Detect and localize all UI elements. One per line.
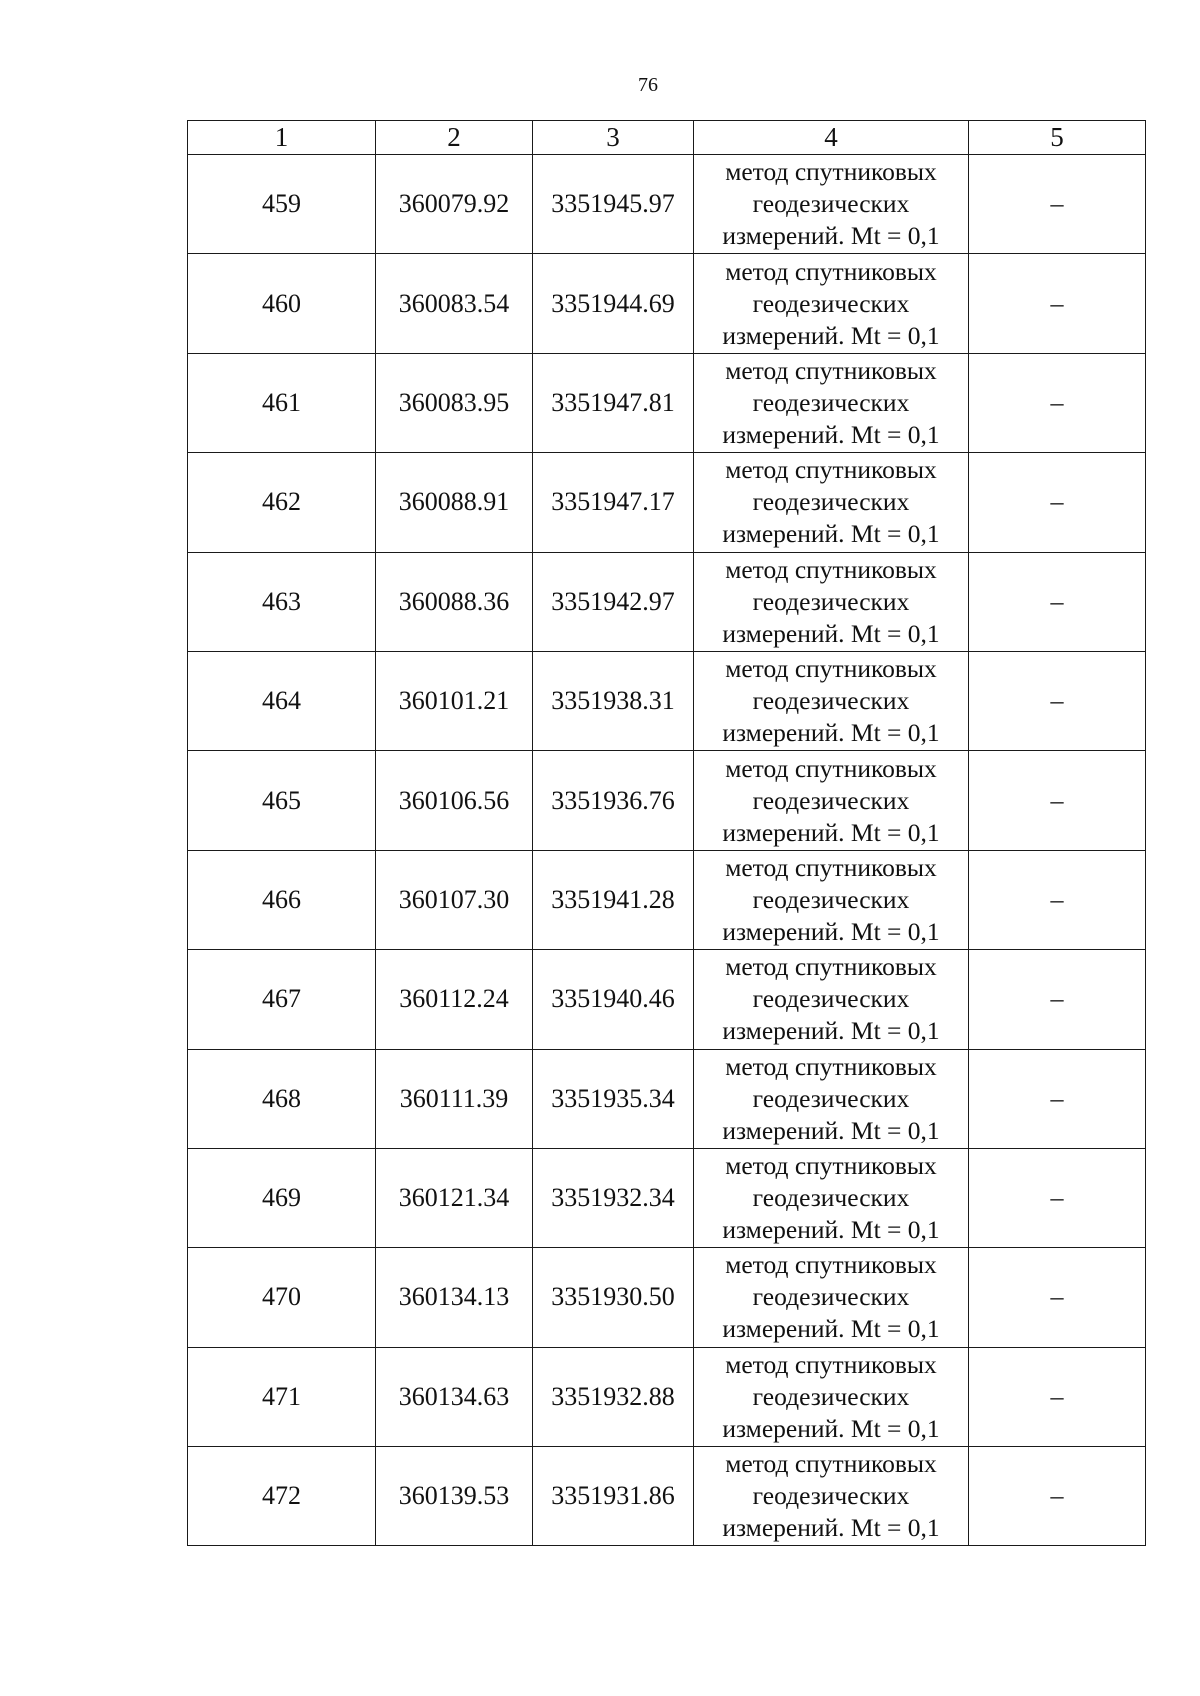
header-col-2: 2 <box>376 121 533 155</box>
point-number-cell: 465 <box>188 751 376 850</box>
method-cell <box>694 651 969 750</box>
table-row <box>188 1248 1146 1347</box>
x-coordinate-cell: 360107.30 <box>376 850 533 949</box>
note-cell: – <box>969 751 1146 850</box>
method-text-line: измерений. Mt = 0,1 <box>722 1413 940 1443</box>
y-coordinate-cell: 3351942.97 <box>533 552 694 651</box>
method-text-line: измерений. Mt = 0,1 <box>722 221 940 251</box>
header-row <box>188 121 1146 155</box>
x-coordinate-cell: 360121.34 <box>376 1148 533 1247</box>
note-cell: – <box>969 254 1146 353</box>
note-cell: – <box>969 353 1146 452</box>
note-cell: – <box>969 950 1146 1049</box>
method-text-line: метод спутниковых <box>725 157 937 187</box>
note-cell: – <box>969 651 1146 750</box>
y-coordinate-cell: 3351940.46 <box>533 950 694 1049</box>
header-col-3: 3 <box>533 121 694 155</box>
point-number-cell: 466 <box>188 850 376 949</box>
y-coordinate-cell: 3351941.28 <box>533 850 694 949</box>
y-coordinate-cell: 3351932.34 <box>533 1148 694 1247</box>
x-coordinate-cell: 360101.21 <box>376 651 533 750</box>
x-coordinate-cell: 360112.24 <box>376 950 533 1049</box>
x-coordinate-cell: 360088.91 <box>376 453 533 552</box>
method-text-line: измерений. Mt = 0,1 <box>722 1314 940 1344</box>
note-cell: – <box>969 155 1146 254</box>
method-cell <box>694 950 969 1049</box>
y-coordinate-cell: 3351947.17 <box>533 453 694 552</box>
method-cell <box>694 1248 969 1347</box>
point-number-cell: 468 <box>188 1049 376 1148</box>
method-cell <box>694 254 969 353</box>
method-text-line: метод спутниковых <box>725 455 937 485</box>
x-coordinate-cell: 360079.92 <box>376 155 533 254</box>
method-text-line: измерений. Mt = 0,1 <box>722 718 940 748</box>
note-cell: – <box>969 552 1146 651</box>
note-cell: – <box>969 1148 1146 1247</box>
point-number-cell: 462 <box>188 453 376 552</box>
point-number-cell: 463 <box>188 552 376 651</box>
table-row <box>188 1447 1146 1546</box>
note-cell: – <box>969 453 1146 552</box>
method-text-line: геодезических <box>752 884 910 914</box>
method-text-line: измерений. Mt = 0,1 <box>722 817 940 847</box>
page-number: 76 <box>638 74 658 96</box>
method-text-line: измерений. Mt = 0,1 <box>722 1016 940 1046</box>
method-text-line: геодезических <box>752 785 910 815</box>
coordinates-table-container <box>187 120 1145 1546</box>
y-coordinate-cell: 3351944.69 <box>533 254 694 353</box>
x-coordinate-cell: 360134.63 <box>376 1347 533 1446</box>
method-text-line: метод спутниковых <box>725 256 937 286</box>
table-row <box>188 850 1146 949</box>
method-text-line: геодезических <box>752 1481 910 1511</box>
method-text-line: геодезических <box>752 1381 910 1411</box>
method-cell <box>694 353 969 452</box>
method-text-line: геодезических <box>752 487 910 517</box>
note-cell: – <box>969 1248 1146 1347</box>
method-cell <box>694 155 969 254</box>
point-number-cell: 472 <box>188 1447 376 1546</box>
table-row <box>188 155 1146 254</box>
method-text-line: геодезических <box>752 686 910 716</box>
coordinates-table <box>187 120 1146 1546</box>
point-number-cell: 471 <box>188 1347 376 1446</box>
method-cell <box>694 850 969 949</box>
method-text-line: измерений. Mt = 0,1 <box>722 419 940 449</box>
method-text-line: метод спутниковых <box>725 355 937 385</box>
method-text-line: геодезических <box>752 1083 910 1113</box>
method-text-line: измерений. Mt = 0,1 <box>722 1215 940 1245</box>
header-col-4: 4 <box>694 121 969 155</box>
table-row <box>188 1347 1146 1446</box>
point-number-cell: 469 <box>188 1148 376 1247</box>
y-coordinate-cell: 3351931.86 <box>533 1447 694 1546</box>
point-number-cell: 470 <box>188 1248 376 1347</box>
note-cell: – <box>969 1347 1146 1446</box>
method-text-line: геодезических <box>752 1183 910 1213</box>
x-coordinate-cell: 360139.53 <box>376 1447 533 1546</box>
method-text-line: измерений. Mt = 0,1 <box>722 320 940 350</box>
table-row <box>188 751 1146 850</box>
point-number-cell: 459 <box>188 155 376 254</box>
method-text-line: измерений. Mt = 0,1 <box>722 618 940 648</box>
method-text-line: метод спутниковых <box>725 1349 937 1379</box>
method-text-line: метод спутниковых <box>725 1151 937 1181</box>
y-coordinate-cell: 3351935.34 <box>533 1049 694 1148</box>
method-cell <box>694 1049 969 1148</box>
method-text-line: геодезических <box>752 387 910 417</box>
method-cell <box>694 453 969 552</box>
method-text-line: измерений. Mt = 0,1 <box>722 1513 940 1543</box>
table-row <box>188 254 1146 353</box>
method-text-line: измерений. Mt = 0,1 <box>722 916 940 946</box>
method-cell <box>694 1148 969 1247</box>
method-text-line: метод спутниковых <box>725 1250 937 1280</box>
table-row <box>188 1148 1146 1247</box>
note-cell: – <box>969 1049 1146 1148</box>
note-cell: – <box>969 1447 1146 1546</box>
method-text-line: метод спутниковых <box>725 554 937 584</box>
method-text-line: метод спутниковых <box>725 753 937 783</box>
x-coordinate-cell: 360088.36 <box>376 552 533 651</box>
method-text-line: метод спутниковых <box>725 1051 937 1081</box>
y-coordinate-cell: 3351930.50 <box>533 1248 694 1347</box>
x-coordinate-cell: 360106.56 <box>376 751 533 850</box>
table-row <box>188 651 1146 750</box>
y-coordinate-cell: 3351932.88 <box>533 1347 694 1446</box>
method-text-line: измерений. Mt = 0,1 <box>722 519 940 549</box>
method-text-line: геодезических <box>752 586 910 616</box>
note-cell: – <box>969 850 1146 949</box>
table-row <box>188 950 1146 1049</box>
table-row <box>188 552 1146 651</box>
point-number-cell: 461 <box>188 353 376 452</box>
method-text-line: геодезических <box>752 189 910 219</box>
point-number-cell: 464 <box>188 651 376 750</box>
table-row <box>188 453 1146 552</box>
x-coordinate-cell: 360083.95 <box>376 353 533 452</box>
method-text-line: геодезических <box>752 984 910 1014</box>
method-text-line: геодезических <box>752 1282 910 1312</box>
method-text-line: метод спутниковых <box>725 952 937 982</box>
y-coordinate-cell: 3351945.97 <box>533 155 694 254</box>
table-body <box>188 155 1146 1546</box>
method-text-line: метод спутниковых <box>725 1449 937 1479</box>
y-coordinate-cell: 3351947.81 <box>533 353 694 452</box>
table-row <box>188 1049 1146 1148</box>
table-row <box>188 353 1146 452</box>
method-text-line: метод спутниковых <box>725 852 937 882</box>
x-coordinate-cell: 360083.54 <box>376 254 533 353</box>
method-text-line: геодезических <box>752 288 910 318</box>
y-coordinate-cell: 3351936.76 <box>533 751 694 850</box>
method-cell <box>694 751 969 850</box>
method-cell <box>694 552 969 651</box>
method-cell <box>694 1347 969 1446</box>
method-text-line: метод спутниковых <box>725 654 937 684</box>
x-coordinate-cell: 360134.13 <box>376 1248 533 1347</box>
header-col-1: 1 <box>188 121 376 155</box>
header-col-5: 5 <box>969 121 1146 155</box>
x-coordinate-cell: 360111.39 <box>376 1049 533 1148</box>
method-text-line: измерений. Mt = 0,1 <box>722 1115 940 1145</box>
y-coordinate-cell: 3351938.31 <box>533 651 694 750</box>
method-cell <box>694 1447 969 1546</box>
point-number-cell: 460 <box>188 254 376 353</box>
point-number-cell: 467 <box>188 950 376 1049</box>
